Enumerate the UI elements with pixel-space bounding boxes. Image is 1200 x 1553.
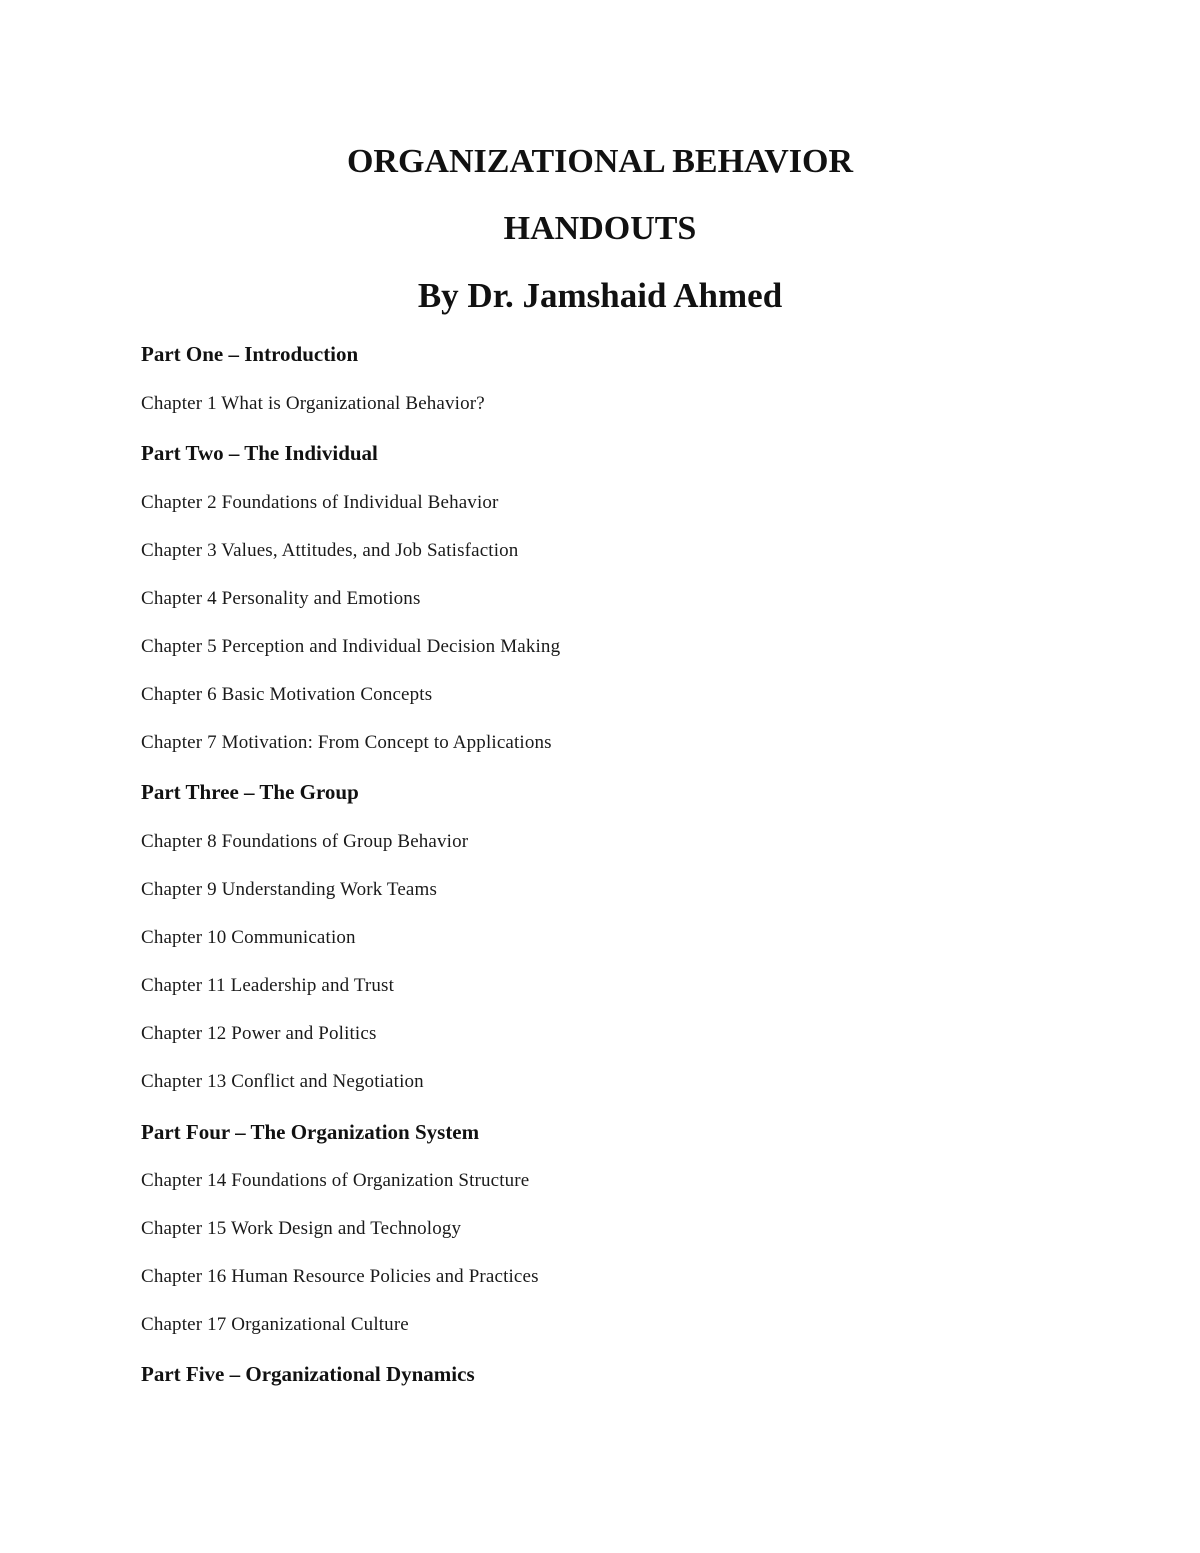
chapter-entry: Chapter 5 Perception and Individual Decision Making	[141, 636, 561, 657]
chapter-entry: Chapter 14 Foundations of Organization Structure	[141, 1170, 530, 1191]
chapter-entry: Chapter 10 Communication	[141, 927, 356, 948]
chapter-entry: Chapter 4 Personality and Emotions	[141, 588, 421, 609]
document-title: ORGANIZATIONAL BEHAVIOR	[346, 143, 853, 180]
document-subtitle: HANDOUTS	[503, 210, 697, 247]
part-heading: Part Five – Organizational Dynamics	[141, 1362, 475, 1386]
chapter-entry: Chapter 8 Foundations of Group Behavior	[141, 831, 469, 852]
part-heading: Part Four – The Organization System	[141, 1120, 480, 1144]
chapter-entry: Chapter 2 Foundations of Individual Behavior	[141, 492, 499, 513]
chapter-entry: Chapter 15 Work Design and Technology	[141, 1218, 462, 1239]
chapter-entry: Chapter 7 Motivation: From Concept to Applications	[141, 732, 552, 753]
chapter-entry: Chapter 16 Human Resource Policies and Practices	[141, 1266, 539, 1287]
chapter-entry: Chapter 6 Basic Motivation Concepts	[141, 684, 433, 705]
author-line: By Dr. Jamshaid Ahmed	[417, 276, 783, 315]
chapter-entry: Chapter 13 Conflict and Negotiation	[141, 1071, 424, 1092]
part-heading: Part Three – The Group	[141, 780, 359, 804]
part-heading: Part One – Introduction	[141, 342, 359, 366]
chapter-entry: Chapter 17 Organizational Culture	[141, 1314, 409, 1335]
chapter-entry: Chapter 12 Power and Politics	[141, 1023, 377, 1044]
chapter-entry: Chapter 9 Understanding Work Teams	[141, 879, 437, 900]
chapter-entry: Chapter 1 What is Organizational Behavior?	[141, 393, 485, 414]
chapter-entry: Chapter 11 Leadership and Trust	[141, 975, 395, 996]
part-heading: Part Two – The Individual	[141, 441, 378, 465]
chapter-entry: Chapter 3 Values, Attitudes, and Job Satisfaction	[141, 540, 519, 561]
